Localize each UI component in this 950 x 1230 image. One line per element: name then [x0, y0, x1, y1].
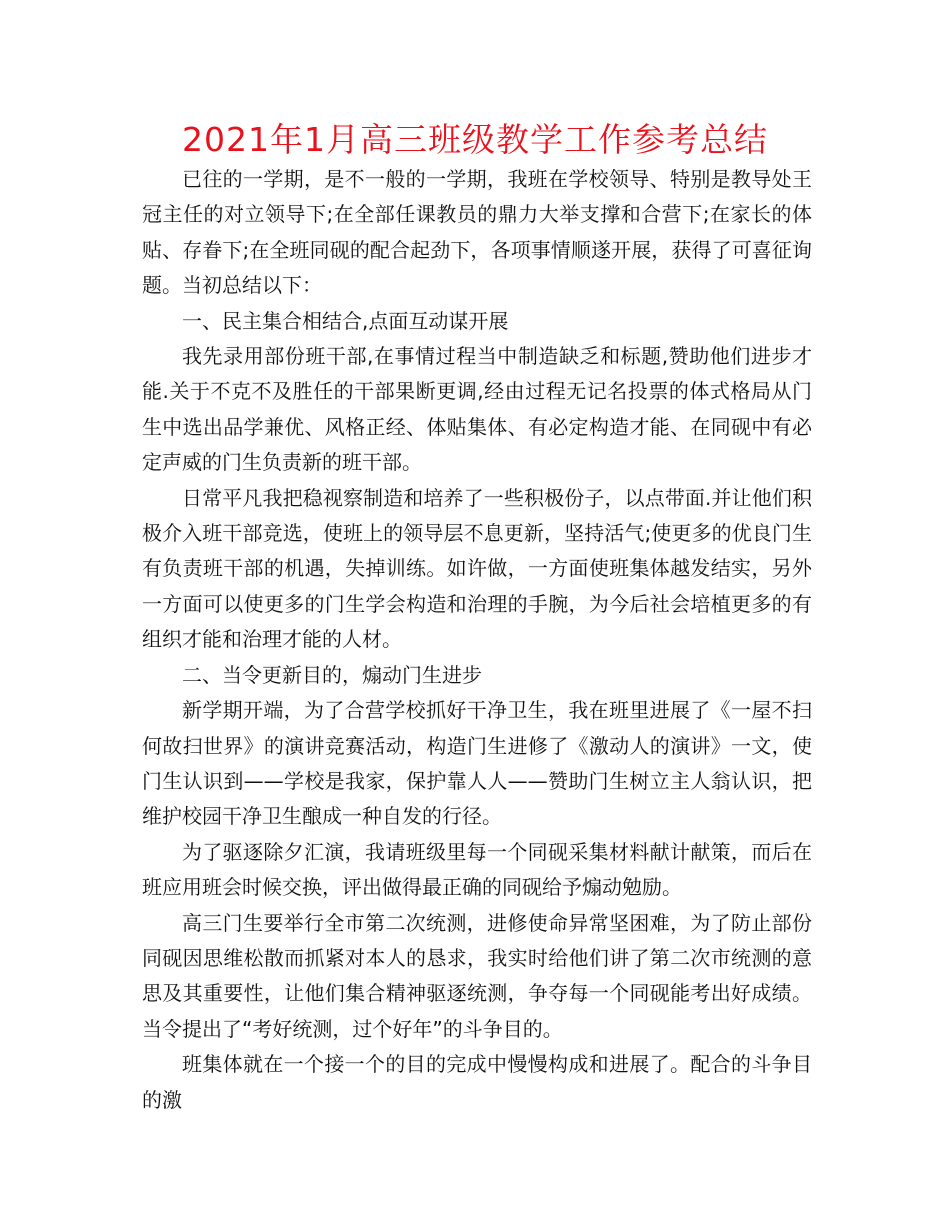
- section-heading-2: 二、当令更新目的，煽动门生进步: [182, 662, 482, 687]
- section-heading-1: 一、民主集合相结合,点面互动谋开展: [182, 308, 509, 333]
- paragraph-intro: 已往的一学期，是不一般的一学期，我班在学校领导、特别是教导处王冠主任的对立领导下;在全部任课教员的鼎力大举支撑和合营下;在家长的体贴、存眷下;在全班同砚的配合起劲下，各项事情顺遂开展，获得了可喜征询题。当初总结以下：: [142, 167, 812, 298]
- paragraph: 班集体就在一个接一个的目的完成中慢慢构成和进展了。配合的斗争目的激: [142, 1052, 812, 1112]
- paragraph: 高三门生要举行全市第二次统测，进修使命异常坚困难，为了防止部份同砚因思维松散而抓紧对本人的恳求，我实时给他们讲了第二次市统测的意思及其重要性，让他们集合精神驱逐统测，争夺每一个同砚能考出好成绩。当令提出了“考好统测，过个好年”的斗争目的。: [142, 910, 812, 1041]
- paragraph: 新学期开端，为了合营学校抓好干净卫生，我在班里进展了《一屋不扫何故扫世界》的演讲竞赛活动，构造门生进修了《激动人的演讲》一文，使门生认识到——学校是我家，保护靠人人——赞助门生树立主人翁认识，把维护校园干净卫生酿成一种自发的行径。: [142, 698, 812, 829]
- paragraph: 日常平凡我把稳视察制造和培养了一些积极份子，以点带面.并让他们积极介入班干部竞选，使班上的领导层不息更新，坚持活气;使更多的优良门生有负责班干部的机遇，失掉训练。如许做，一方面使班集体越发结实，另外一方面可以使更多的门生学会构造和治理的手腕，为今后社会培植更多的有组织才能和治理才能的人材。: [142, 485, 812, 652]
- paragraph: 为了驱逐除夕汇演，我请班级里每一个同砚采集材料献计献策，而后在班应用班会时候交换，评出做得最正确的同砚给予煽动勉励。: [142, 839, 812, 900]
- document-title: 2021年1月高三班级教学工作参考总结: [182, 120, 768, 159]
- paragraph: 我先录用部份班干部,在事情过程当中制造缺乏和标题,赞助他们进步才能.关于不克不及胜任的干部果断更调,经由过程无记名投票的体式格局从门生中选出品学兼优、风格正经、体贴集体、有必定构造才能、在同砚中有必定声威的门生负责新的班干部。: [142, 344, 812, 475]
- document-body: [142, 162, 812, 1118]
